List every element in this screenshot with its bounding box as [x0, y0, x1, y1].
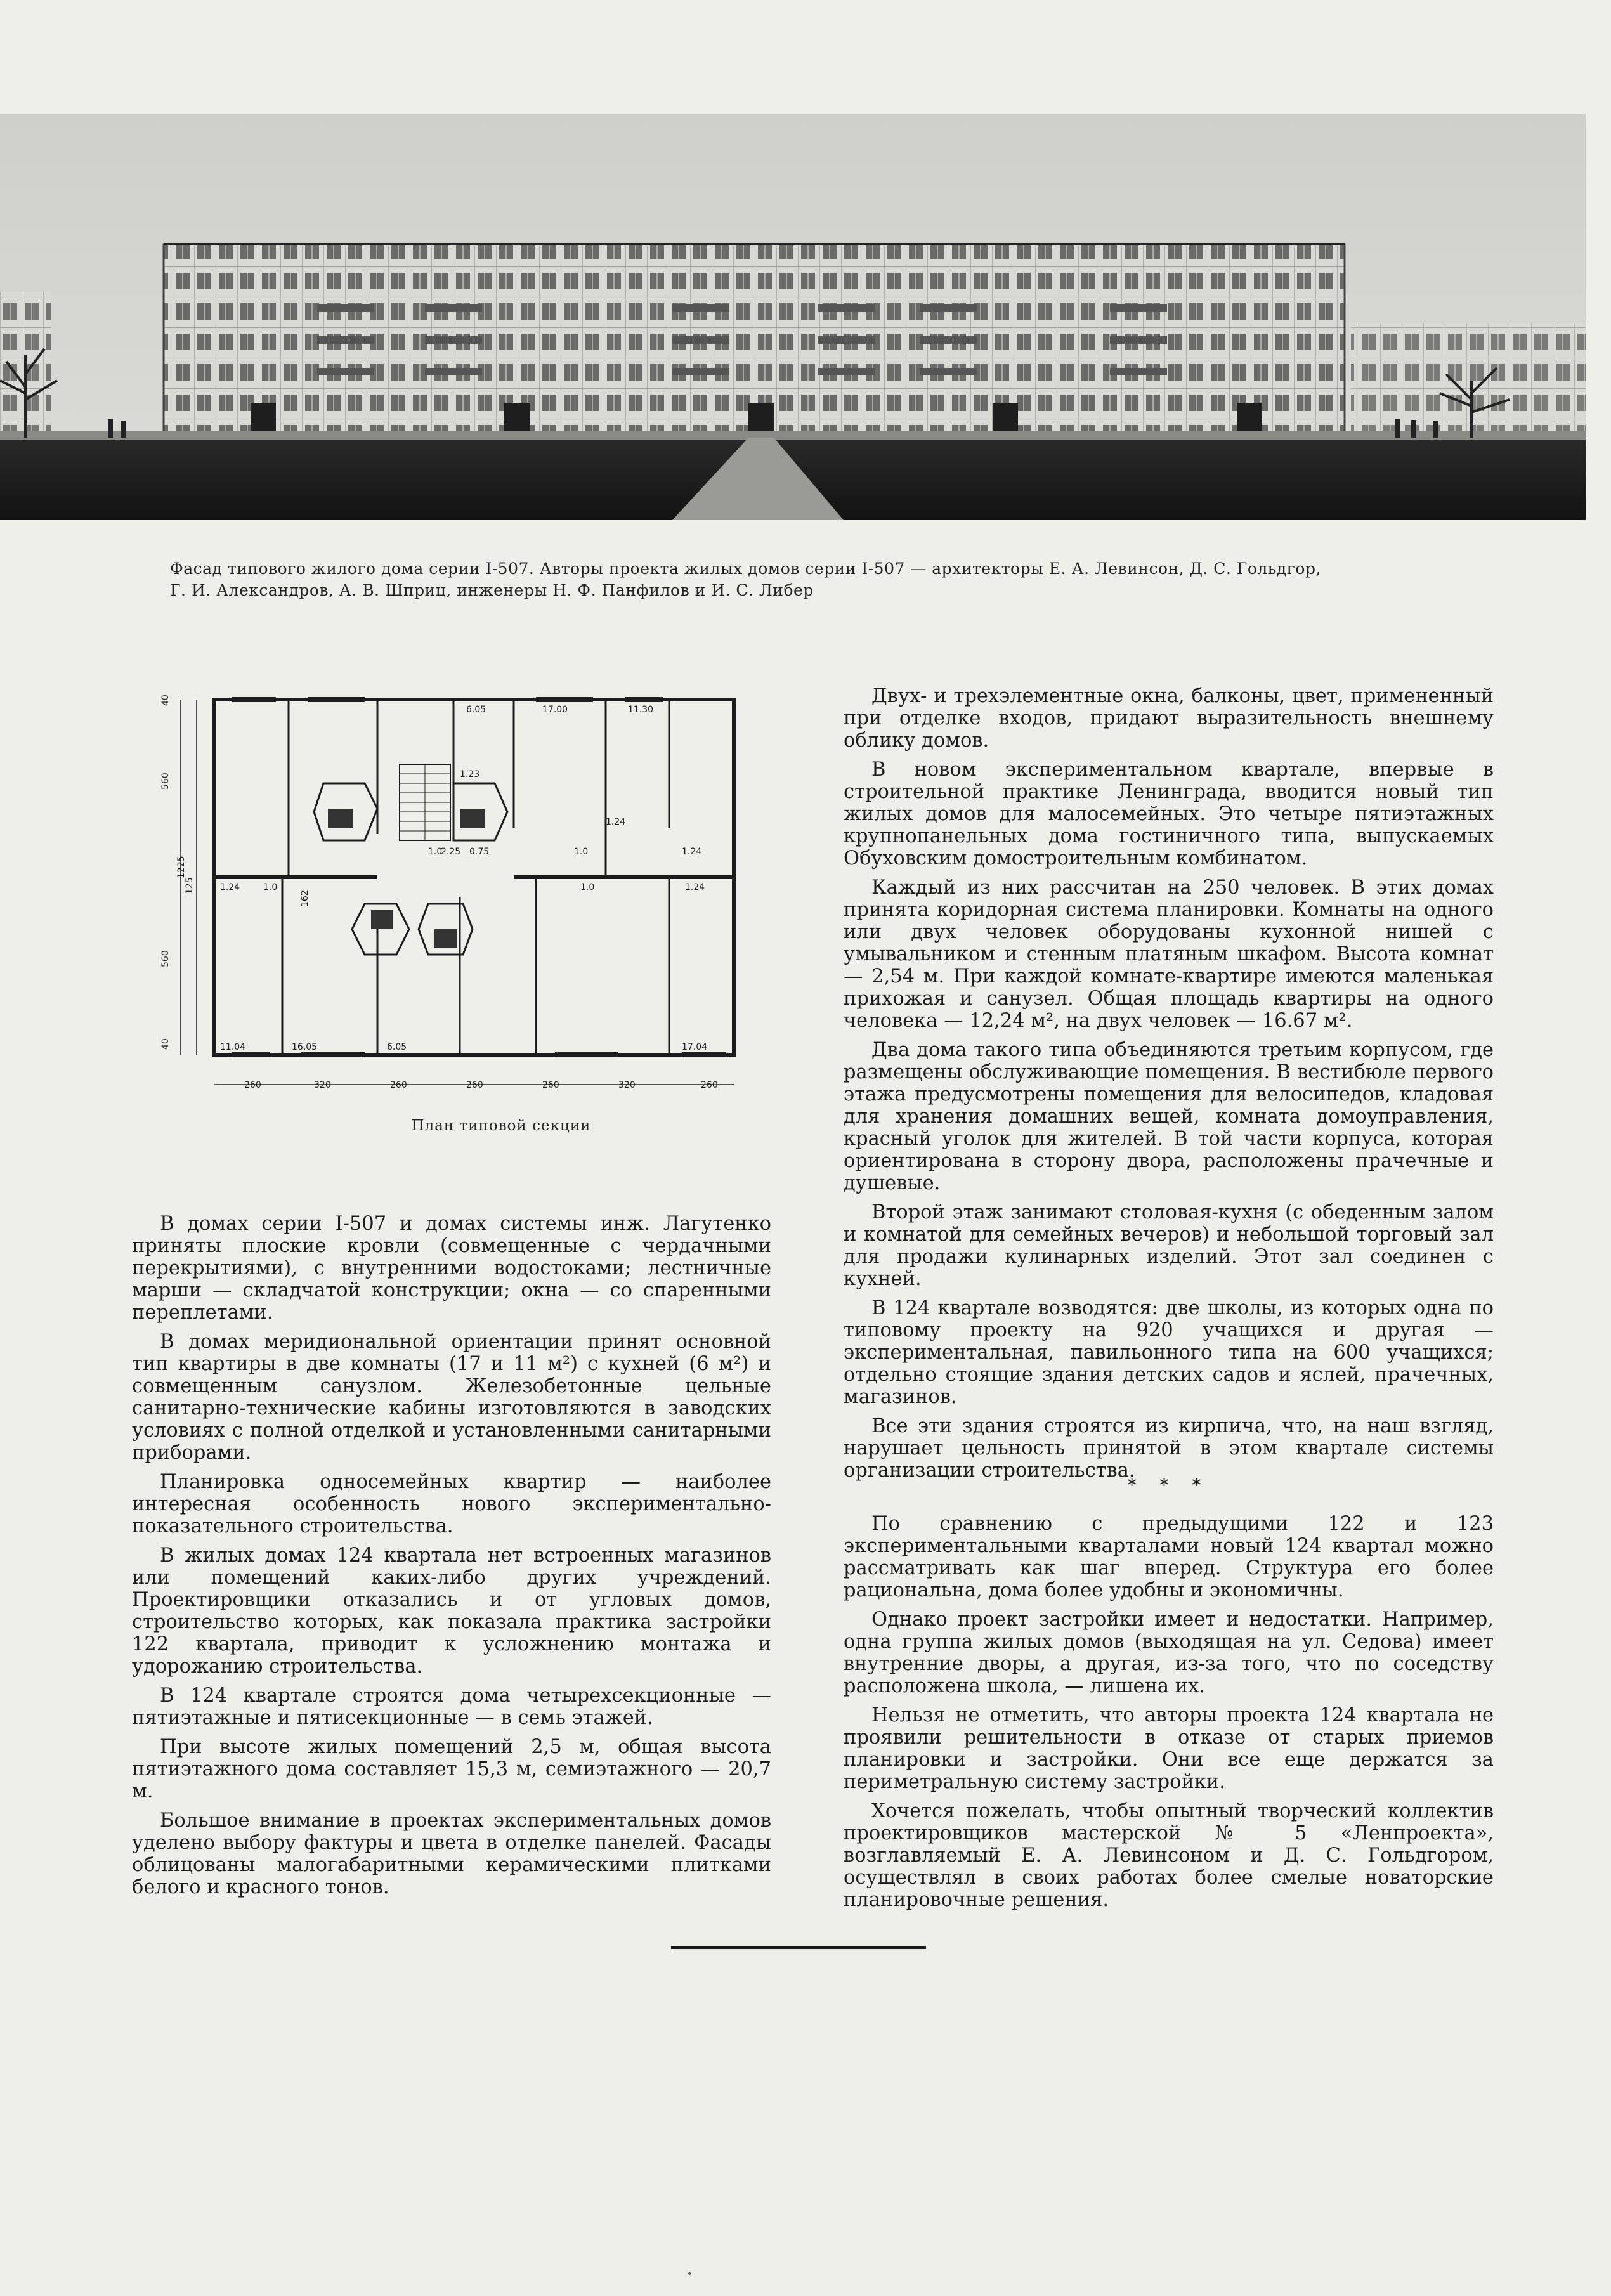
- plan-room-label: 2.25: [441, 847, 461, 857]
- plan-dimension-label: 1225: [176, 856, 186, 878]
- paragraph: В домах меридиональной ориентации принят основной тип квартиры в две комнаты (17 и 11 м²) с кухней (6 м²) и совмещенным санузлом. Железобетонные цельные санитарно-технические кабины изготовляются в заводских условиях с полной отделкой и установленными санитарными приборами.: [132, 1331, 771, 1464]
- plan-dimension-label: 320: [618, 1080, 636, 1090]
- paragraph: Хочется пожелать, чтобы опытный творческий коллектив проектировщиков мастерской № 5 «Ленпроекта», возглавляемый Е. А. Левинсоном и Д. С. Гольдгором, осуществлял в своих работах более смелые новаторские планировочные решения.: [844, 1800, 1494, 1911]
- plan-dimension-label: 560: [160, 773, 171, 790]
- paragraph: Два дома такого типа объединяются третьим корпусом, где размещены обслуживающие помещения. В вестибюле первого этажа предусмотрены помещения для велосипедов, кладовая для хранения домашних вещей, комната домоуправления, красный уголок для жителей. В той части корпуса, которая ориентирована в сторону двора, расположены прачечные и душевые.: [844, 1039, 1494, 1194]
- facade-photo: [0, 114, 1586, 520]
- plan-room-label: 17.00: [542, 705, 568, 715]
- plan-room-label: 1.24: [685, 882, 705, 892]
- plan-caption: План типовой секции: [411, 1118, 591, 1134]
- left-column: [132, 1213, 771, 1905]
- plan-dimension-label: 40: [160, 695, 171, 706]
- plan-room-label: 0.75: [469, 847, 490, 857]
- plan-room-label: 1.0: [574, 847, 589, 857]
- plan-dimension-label: 260: [390, 1080, 407, 1090]
- paragraph: В 124 квартале строятся дома четырехсекционные — пятиэтажные и пятисекционные — в семь этажей.: [132, 1685, 771, 1729]
- paragraph: Планировка односемейных квартир — наиболее интересная особенность нового экспериментально-показательного строительства.: [132, 1471, 771, 1537]
- paragraph: Большое внимание в проектах экспериментальных домов уделено выбору фактуры и цвета в отделке панелей. Фасады облицованы малогабаритными керамическими плитками белого и красного тонов.: [132, 1810, 771, 1898]
- plan-dimension-label: 260: [701, 1080, 718, 1090]
- plan-dimension-label: 320: [314, 1080, 331, 1090]
- plan-room-label: 1.24: [606, 817, 626, 827]
- paragraph: Нельзя не отметить, что авторы проекта 124 квартала не проявили решительности в отказе от старых приемов планировки и застройки. Они все еще держатся за периметральную систему застройки.: [844, 1704, 1494, 1793]
- paragraph: Каждый из них рассчитан на 250 человек. В этих домах принята коридорная система планировки. Комнаты на одного или двух человек оборудованы кухонной нишей с умывальником и стенным платяным шкафом. Высота комнат — 2,54 м. При каждой комнате-квартире имеются маленькая прихожая и санузел. Общая площадь квартиры на одного человека — 12,24 м², на двух человек — 16.67 м².: [844, 877, 1494, 1032]
- paragraph: В новом экспериментальном квартале, впервые в строительной практике Ленинграда, вводится новый тип жилых домов для малосемейных. Это четыре пятиэтажных крупнопанельных дома гостиничного типа, выпускаемых Обуховским домостроительным комбинатом.: [844, 759, 1494, 870]
- paragraph: По сравнению с предыдущими 122 и 123 экспериментальными кварталами новый 124 квартал можно рассматривать как шаг вперед. Структура его более рациональна, дома более удобны и экономичны.: [844, 1513, 1494, 1601]
- plan-room-label: 1.23: [460, 769, 480, 779]
- paragraph: В домах серии I-507 и домах системы инж. Лагутенко приняты плоские кровли (совмещенные с чердачными перекрытиями), с внутренними водостоками; лестничные марши — складчатой конструкции; окна — со спаренными переплетами.: [132, 1213, 771, 1324]
- plan-dimension-label: 125: [185, 877, 195, 894]
- plan-room-label: 6.05: [466, 705, 486, 715]
- floor-plan: [162, 688, 771, 1107]
- end-rule: [671, 1946, 926, 1949]
- page-dot: [688, 2272, 691, 2275]
- plan-dimension-label: 40: [160, 1038, 171, 1050]
- plan-corridor-label: 162: [300, 890, 310, 907]
- plan-dimension-label: 260: [466, 1080, 483, 1090]
- paragraph: Двух- и трехэлементные окна, балконы, цвет, примененный при отделке входов, придают выразительность внешнему облику домов.: [844, 685, 1494, 752]
- right-column-continued: [844, 1513, 1494, 1918]
- plan-room-label: 1.24: [220, 882, 240, 892]
- right-column: [844, 685, 1494, 1489]
- plan-room-label: 6.05: [387, 1042, 407, 1052]
- plan-room-label: 11.04: [220, 1042, 246, 1052]
- plan-dimension-label: 260: [244, 1080, 261, 1090]
- plan-room-label: 17.04: [682, 1042, 708, 1052]
- plan-room-label: 1.0: [263, 882, 278, 892]
- paragraph: В 124 квартале возводятся: две школы, из которых одна по типовому проекту на 920 учащихся и другая — экспериментальная, павильонного типа на 600 учащихся; отдельно стоящие здания детских садов и яслей, прачечных, магазинов.: [844, 1297, 1494, 1408]
- paragraph: Второй этаж занимают столовая-кухня (с обеденным залом и комнатой для семейных вечеров) и небольшой торговый зал для продажи кулинарных изделий. Этот зал соединен с кухней.: [844, 1201, 1494, 1290]
- plan-room-label: 1.0: [580, 882, 595, 892]
- photo-caption-line: Фасад типового жилого дома серии I-507. Авторы проекта жилых домов серии I-507 — архитекторы Е. А. Левинсон, Д. С. Гольдгор,: [170, 559, 1321, 578]
- photo-caption-line: Г. И. Александров, А. В. Шприц, инженеры Н. Ф. Панфилов и И. С. Либер: [170, 581, 814, 599]
- paragraph: В жилых домах 124 квартала нет встроенных магазинов или помещений каких-либо других учреждений. Проектировщики отказались и от угловых домов, строительство которых, как показала практика застройки 122 квартала, приводит к усложнению монтажа и удорожанию строительства.: [132, 1544, 771, 1678]
- plan-room-label: 1.24: [682, 847, 702, 857]
- plan-room-label: 1.0: [428, 847, 443, 857]
- paragraph: Все эти здания строятся из кирпича, что, на наш взгляд, нарушает цельность принятой в этом квартале системы организации строительства.: [844, 1415, 1494, 1482]
- plan-room-label: 11.30: [628, 705, 654, 715]
- plan-room-label: 16.05: [292, 1042, 318, 1052]
- paragraph: Однако проект застройки имеет и недостатки. Например, одна группа жилых домов (выходящая на ул. Седова) имеет внутренние дворы, а другая, из-за того, что по соседству расположена школа, — лишена их.: [844, 1608, 1494, 1697]
- plan-dimension-label: 260: [542, 1080, 559, 1090]
- photo-caption: [170, 558, 1458, 601]
- plan-dimension-label: 560: [160, 950, 171, 967]
- section-separator: * * *: [1127, 1475, 1210, 1496]
- paragraph: При высоте жилых помещений 2,5 м, общая высота пятиэтажного дома составляет 15,3 м, семиэтажного — 20,7 м.: [132, 1736, 771, 1803]
